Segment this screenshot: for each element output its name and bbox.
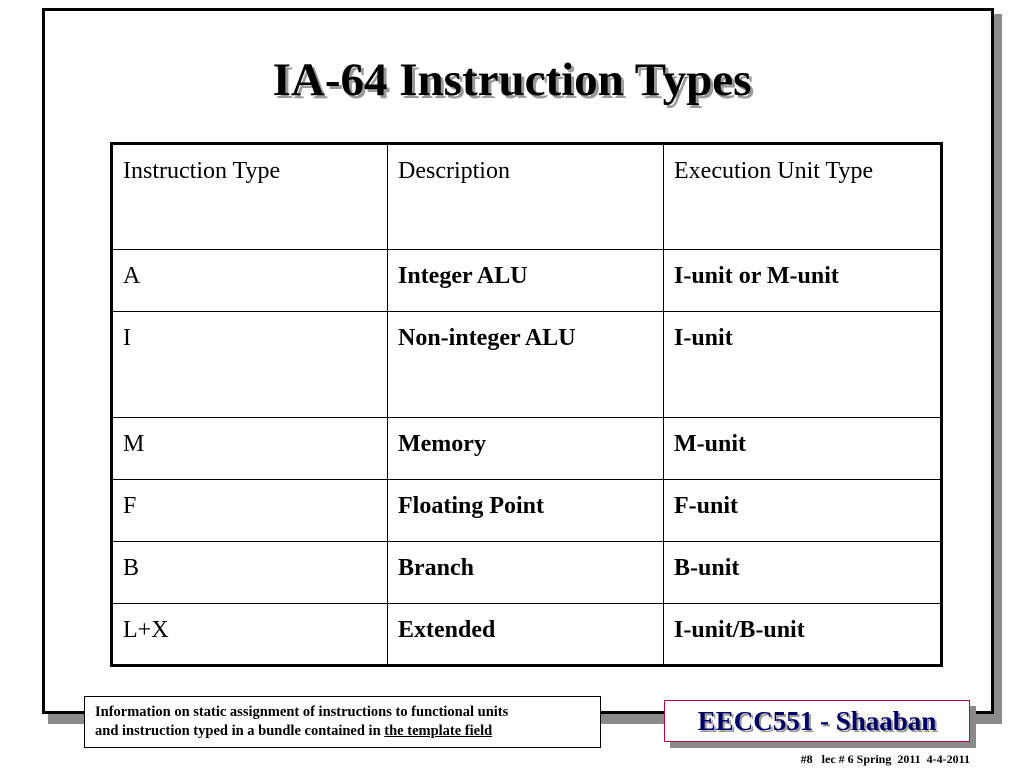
- instruction-types-table: [110, 142, 943, 667]
- cell-execution-unit: B-unit: [664, 542, 942, 604]
- cell-instruction-type: B: [112, 542, 388, 604]
- table-row: [112, 312, 942, 418]
- cell-instruction-type: I: [112, 312, 388, 418]
- table-row: [112, 250, 942, 312]
- course-badge: EECC551 - Shaaban: [664, 700, 970, 742]
- cell-description: Integer ALU: [388, 250, 664, 312]
- cell-instruction-type: F: [112, 480, 388, 542]
- table-header-row: [112, 144, 942, 250]
- cell-execution-unit: F-unit: [664, 480, 942, 542]
- template-field-link[interactable]: the template field: [384, 723, 493, 739]
- note-line-1: Information on static assignment of instructions to functional units: [95, 704, 509, 720]
- header-instruction-type: Instruction Type: [112, 144, 388, 250]
- note-line-2: and instruction typed in a bundle contained in: [95, 723, 385, 739]
- cell-instruction-type: M: [112, 418, 388, 480]
- cell-description: Extended: [388, 604, 664, 666]
- cell-execution-unit: M-unit: [664, 418, 942, 480]
- cell-description: Floating Point: [388, 480, 664, 542]
- cell-execution-unit: I-unit or M-unit: [664, 250, 942, 312]
- cell-description: Non-integer ALU: [388, 312, 664, 418]
- slide-footer-meta: #8 lec # 6 Spring 2011 4-4-2011: [800, 752, 970, 766]
- info-note-box: [84, 696, 601, 748]
- cell-description: Branch: [388, 542, 664, 604]
- slide-title: IA-64 Instruction Types: [272, 54, 752, 106]
- cell-execution-unit: I-unit: [664, 312, 942, 418]
- table-row: [112, 542, 942, 604]
- table-row: [112, 604, 942, 666]
- table-row: [112, 418, 942, 480]
- header-execution-unit-type: Execution Unit Type: [664, 144, 942, 250]
- cell-description: Memory: [388, 418, 664, 480]
- cell-instruction-type: A: [112, 250, 388, 312]
- cell-instruction-type: L+X: [112, 604, 388, 666]
- header-description: Description: [388, 144, 664, 250]
- cell-execution-unit: I-unit/B-unit: [664, 604, 942, 666]
- table-row: [112, 480, 942, 542]
